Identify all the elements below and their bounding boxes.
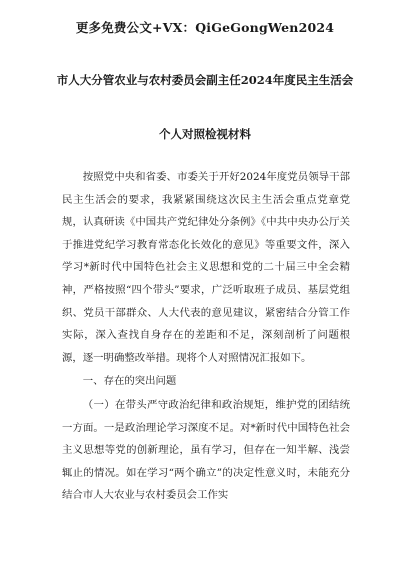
header-notice: 更多免费公文+VX：QiGeGongWen2024 xyxy=(75,20,335,35)
body-paragraph: 按照党中央和省委、市委关于开好2024年度党员领导干部民主生活会的要求，我紧紧围绕这次民主生活会重点党章党规，认真研读《中国共产党纪律处分条例》《中共中央办公厅关于推进党纪学习教育常态化长效化的意见》等重要文件，深入学习*新时代中国特色社会主义思想和党的二十届三中全会精神，严格按照“四个带头”要求，广泛听取班子成员、基层党组织、党员干部群众、人大代表的意见建议，紧密结合分管工作实际，深入查找自身存在的差距和不足，深刻剖析了问题根源，逐一明确整改举措。现将个人对照情况汇报如下。 xyxy=(62,171,350,364)
document-subtitle: 个人对照检视材料 xyxy=(159,127,251,141)
section-heading: 一、存在的突出问题 xyxy=(82,375,177,387)
body-paragraph: （一）在带头严守政治纪律和政治规矩，维护党的团结统一方面。一是政治理论学习深度不足。对*新时代中国特色社会主义思想等党的创新理论，虽有学习，但存在一知半解、浅尝辄止的情况。如在学习“两个确立”的决定性意义时，未能充分结合市人大农业与农村委员会工作实 xyxy=(62,399,350,502)
document-title: 市人大分管农业与农村委员会副主任2024年度民主生活会 xyxy=(56,73,354,87)
